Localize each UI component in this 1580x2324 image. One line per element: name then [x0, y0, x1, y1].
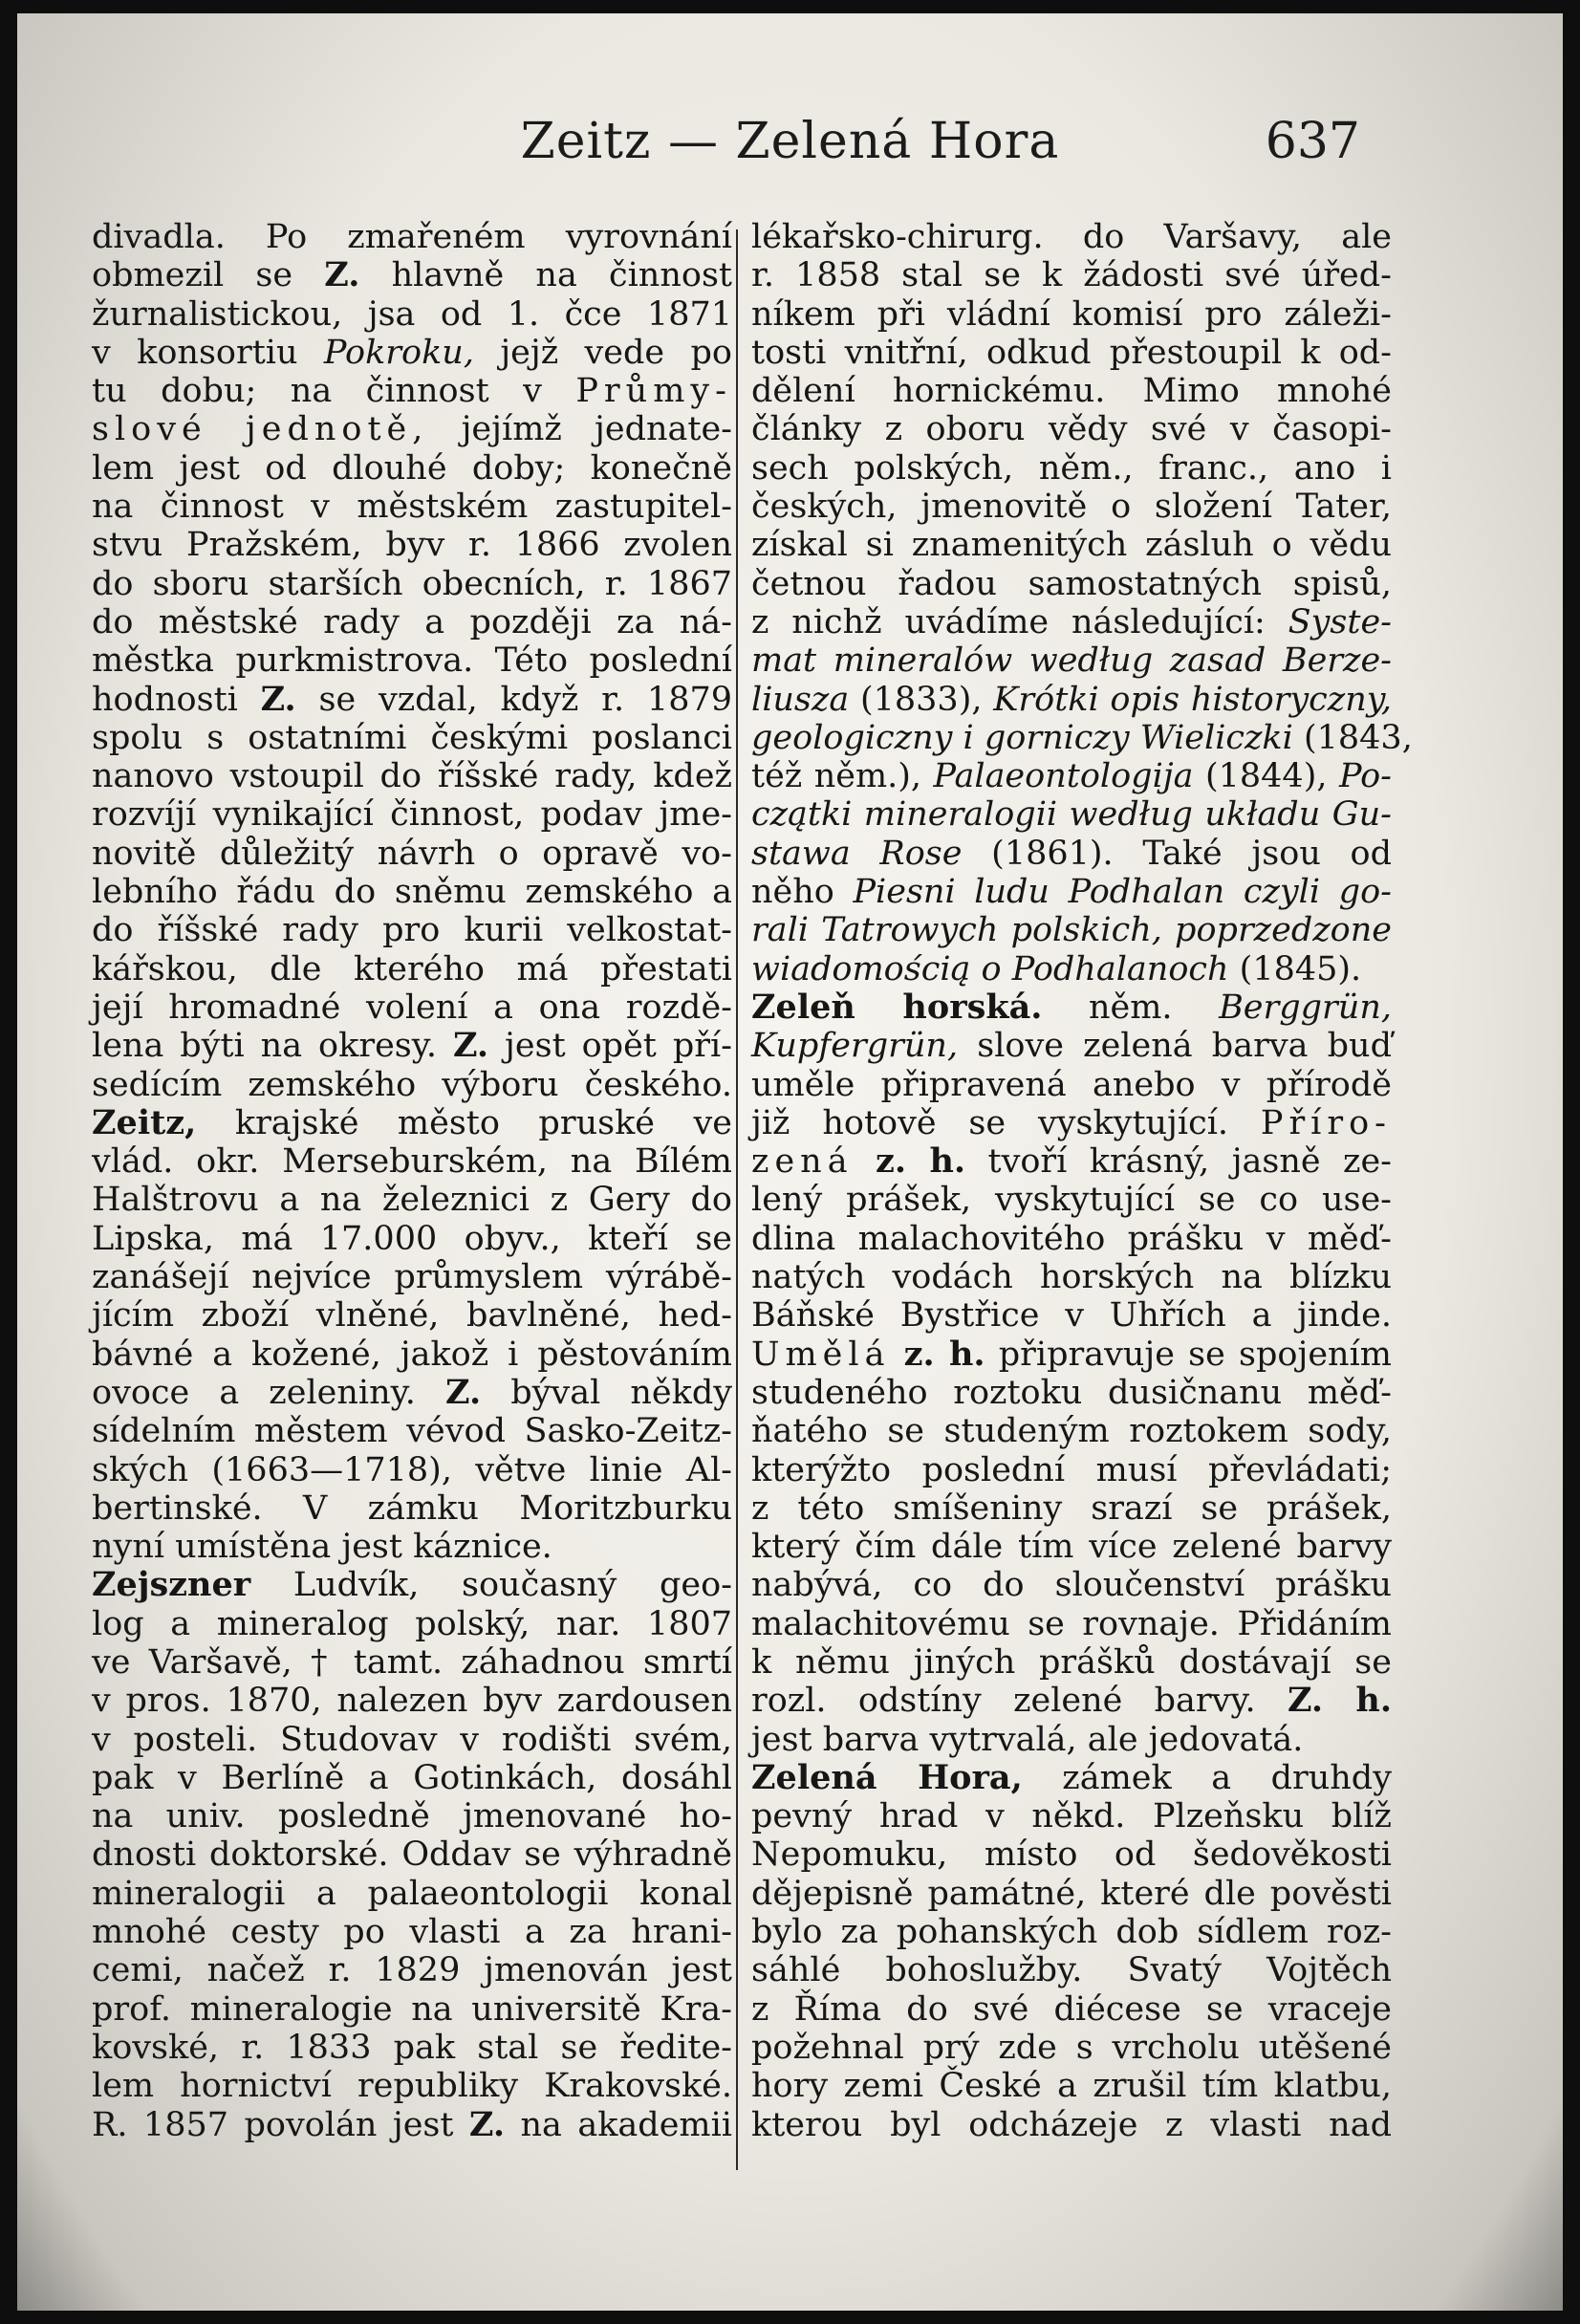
text-line: Kupfergrün, slove zelená barva buď [751, 1027, 1392, 1066]
text-line: rali Tatrowych polskich, poprzedzone [751, 911, 1392, 950]
text-line: do městské rady a později za ná- [92, 602, 732, 641]
text-line: dějepisně památné, které dle pověsti [751, 1874, 1392, 1913]
text-line: zená z. h. tvoří krásný, jasně ze- [751, 1141, 1392, 1182]
text-line: novitě důležitý návrh o opravě vo- [92, 834, 732, 873]
text-line: wiadomością o Podhalanoch (1845). [751, 949, 1362, 988]
text-line: pak v Berlíně a Gotinkách, dosáhl [92, 1758, 732, 1797]
text-line: uměle připravená anebo v přírodě [751, 1065, 1392, 1104]
text-line: mineralogii a palaeontologii konal [92, 1874, 732, 1913]
running-header [17, 113, 1563, 189]
text-line: R. 1857 povolán jest Z. na akademii [92, 2104, 732, 2144]
text-line: stawa Rose (1861). Také jsou od [751, 834, 1393, 873]
text-line: sídelním městem vévod Sasko-Zeitz- [92, 1412, 732, 1451]
text-line: lený prášek, vyskytující se co use- [751, 1181, 1392, 1220]
text-line: v posteli. Studovav v rodišti svém, [92, 1720, 732, 1759]
text-line: studeného roztoku dusičnanu měď- [751, 1373, 1392, 1412]
text-line: hory zemi České a zrušil tím klatbu, [751, 2067, 1392, 2106]
text-line: nabývá, co do sloučenství prášku [751, 1566, 1392, 1605]
text-line: lebního řádu do sněmu zemského a [92, 873, 732, 912]
text-line: zanášejí nejvíce průmyslem výrábě- [92, 1258, 732, 1297]
text-line: obmezil se Z. hlavně na činnost [92, 255, 732, 295]
text-line: již hotově se vyskytující. Příro- [751, 1103, 1392, 1142]
text-line: její hromadné volení a ona rozdě- [92, 988, 732, 1027]
text-line: sech polských, něm., franc., ano i [751, 448, 1392, 488]
text-line: vlád. okr. Merseburském, na Bílém [92, 1142, 732, 1182]
text-line: slové jednotě, jejímž jednate- [92, 410, 732, 449]
text-line: lem jest od dlouhé doby; konečně [92, 448, 732, 488]
text-line: dělení hornickému. Mimo mnohé [751, 372, 1392, 411]
text-line: žurnalistickou, jsa od 1. čce 1871 [92, 294, 732, 334]
text-line: články z oboru vědy své v časopi- [751, 410, 1392, 449]
text-line: dlina malachovitého prášku v měď- [751, 1219, 1392, 1258]
text-line: bertinské. V zámku Moritzburku [92, 1488, 732, 1528]
text-line: divadla. Po zmařeném vyrovnání [92, 218, 732, 256]
text-line: cemi, načež r. 1829 jmenován jest [92, 1951, 732, 1990]
text-line: r. 1858 stal se k žádosti své úřed- [751, 256, 1392, 295]
text-line: Umělá z. h. připravuje se spojením [751, 1334, 1392, 1374]
text-line: kovské, r. 1833 pak stal se ředite- [92, 2028, 732, 2067]
right-text-column [751, 218, 1413, 2144]
text-line: který čím dále tím více zelené barvy [751, 1528, 1392, 1567]
text-line: Halštrovu a na železnici z Gery do [92, 1181, 732, 1220]
text-line: k němu jiných prášků dostávají se [751, 1642, 1392, 1682]
text-line: Zejszner Ludvík, současný geo- [92, 1565, 732, 1605]
text-line: nyní umístěna jest káznice. [92, 1528, 552, 1567]
text-line: v konsortiu Pokroku, jejž vede po [92, 333, 732, 372]
text-line: na činnost v městském zastupitel- [92, 488, 732, 527]
text-line: něho Piesni ludu Podhalan czyli go- [751, 873, 1392, 912]
page-title: Zeitz — Zelená Hora [520, 113, 1060, 170]
text-line: níkem při vládní komisí pro záleži- [751, 294, 1392, 334]
text-line: pevný hrad v někd. Plzeňsku blíž [751, 1797, 1392, 1836]
text-line: prof. mineralogie na universitě Kra- [92, 1989, 732, 2029]
text-line: kterou byl odcházeje z vlasti nad [751, 2105, 1392, 2144]
book-page [17, 13, 1563, 2311]
text-line: do říšské rady pro kurii velkostat- [92, 911, 732, 950]
text-line: Báňské Bystřice v Uhřích a jinde. [751, 1296, 1392, 1336]
text-line: kterýžto poslední musí převládati; [751, 1450, 1392, 1489]
text-line: stvu Pražském, byv r. 1866 zvolen [92, 526, 732, 565]
text-line: hodnosti Z. se vzdal, když r. 1879 [92, 679, 732, 719]
text-line: jícím zboží vlněné, bavlněné, hed- [92, 1296, 732, 1336]
text-line: Zeleň horská. něm. Berggrün, [751, 987, 1392, 1027]
text-line: nanovo vstoupil do říšské rady, kdež [92, 757, 732, 796]
text-line: liusza (1833), Krótki opis historyczny, [751, 680, 1392, 719]
text-line: kářskou, dle kterého má přestati [92, 949, 732, 988]
text-line: sáhlé bohoslužby. Svatý Vojtěch [751, 1951, 1392, 1990]
text-line: městka purkmistrova. Této poslední [92, 641, 732, 681]
text-line: lékařsko-chirurg. do Varšavy, ale [751, 218, 1392, 256]
text-line: rozl. odstíny zelené barvy. Z. h. [751, 1681, 1393, 1721]
text-line: spolu s ostatními českými poslanci [92, 718, 732, 757]
text-line: získal si znamenitých zásluh o vědu [751, 526, 1392, 565]
text-line: Zeitz, krajské město pruské ve [92, 1102, 732, 1142]
text-line: lem hornictví republiky Krakovské. [92, 2067, 732, 2106]
text-line: z této smíšeniny srazí se prášek, [751, 1488, 1392, 1528]
text-line: Nepomuku, místo od šedověkosti [751, 1835, 1392, 1875]
text-line: na univ. posledně jmenované ho- [92, 1797, 732, 1836]
text-line: rozvíjí vynikající činnost, podav jme- [92, 795, 732, 835]
text-line: z nichž uvádíme následující: Syste- [751, 602, 1392, 641]
text-line: mnohé cesty po vlasti a za hrani- [92, 1913, 732, 1952]
text-line: četnou řadou samostatných spisů, [751, 564, 1392, 603]
text-line: bávné a kožené, jakož i pěstováním [92, 1335, 732, 1374]
text-line: czątki mineralogii według układu Gu- [751, 795, 1392, 835]
text-line: natých vodách horských na blízku [751, 1258, 1392, 1297]
text-line: z Říma do své diécese se vraceje [751, 1989, 1392, 2029]
text-line: malachitovému se rovnaje. Přidáním [751, 1604, 1392, 1643]
text-line: jest barva vytrvalá, ale jedovatá. [751, 1720, 1304, 1759]
text-line: geologiczny i gorniczy Wieliczki (1843, [751, 718, 1413, 757]
column-divider [736, 229, 738, 2170]
text-line: též něm.), Palaeontologija (1844), Po- [751, 757, 1392, 796]
text-line: mat mineralów według zasad Berze- [751, 641, 1392, 681]
text-line: českých, jmenovitě o složení Tater, [751, 488, 1392, 527]
text-line: sedícím zemského výboru českého. [92, 1065, 732, 1104]
text-line: do sboru starších obecních, r. 1867 [92, 564, 732, 603]
page-number: 637 [1265, 113, 1360, 170]
text-line: Lipska, má 17.000 obyv., kteří se [92, 1219, 732, 1258]
text-line: log a mineralog polský, nar. 1807 [92, 1604, 732, 1643]
text-line: ve Varšavě, † tamt. záhadnou smrtí [92, 1642, 732, 1682]
text-line: ňatého se studeným roztokem sody, [751, 1412, 1392, 1451]
text-line: v pros. 1870, nalezen byv zardousen [92, 1682, 732, 1721]
text-line: požehnal prý zde s vrcholu utěšené [751, 2028, 1392, 2067]
text-line: tu dobu; na činnost v Průmy- [92, 372, 732, 411]
text-line: lena býti na okresy. Z. jest opět pří- [92, 1026, 732, 1066]
left-text-column [92, 218, 732, 2144]
text-line: ských (1663—1718), větve linie Al- [92, 1450, 732, 1489]
text-line: bylo za pohanských dob sídlem roz- [751, 1913, 1392, 1952]
text-line: tosti vnitřní, odkud přestoupil k od- [751, 333, 1392, 372]
text-line: Zelená Hora, zámek a druhdy [751, 1757, 1392, 1797]
text-line: ovoce a zeleniny. Z. býval někdy [92, 1372, 733, 1412]
text-line: dnosti doktorské. Oddav se výhradně [92, 1835, 732, 1875]
